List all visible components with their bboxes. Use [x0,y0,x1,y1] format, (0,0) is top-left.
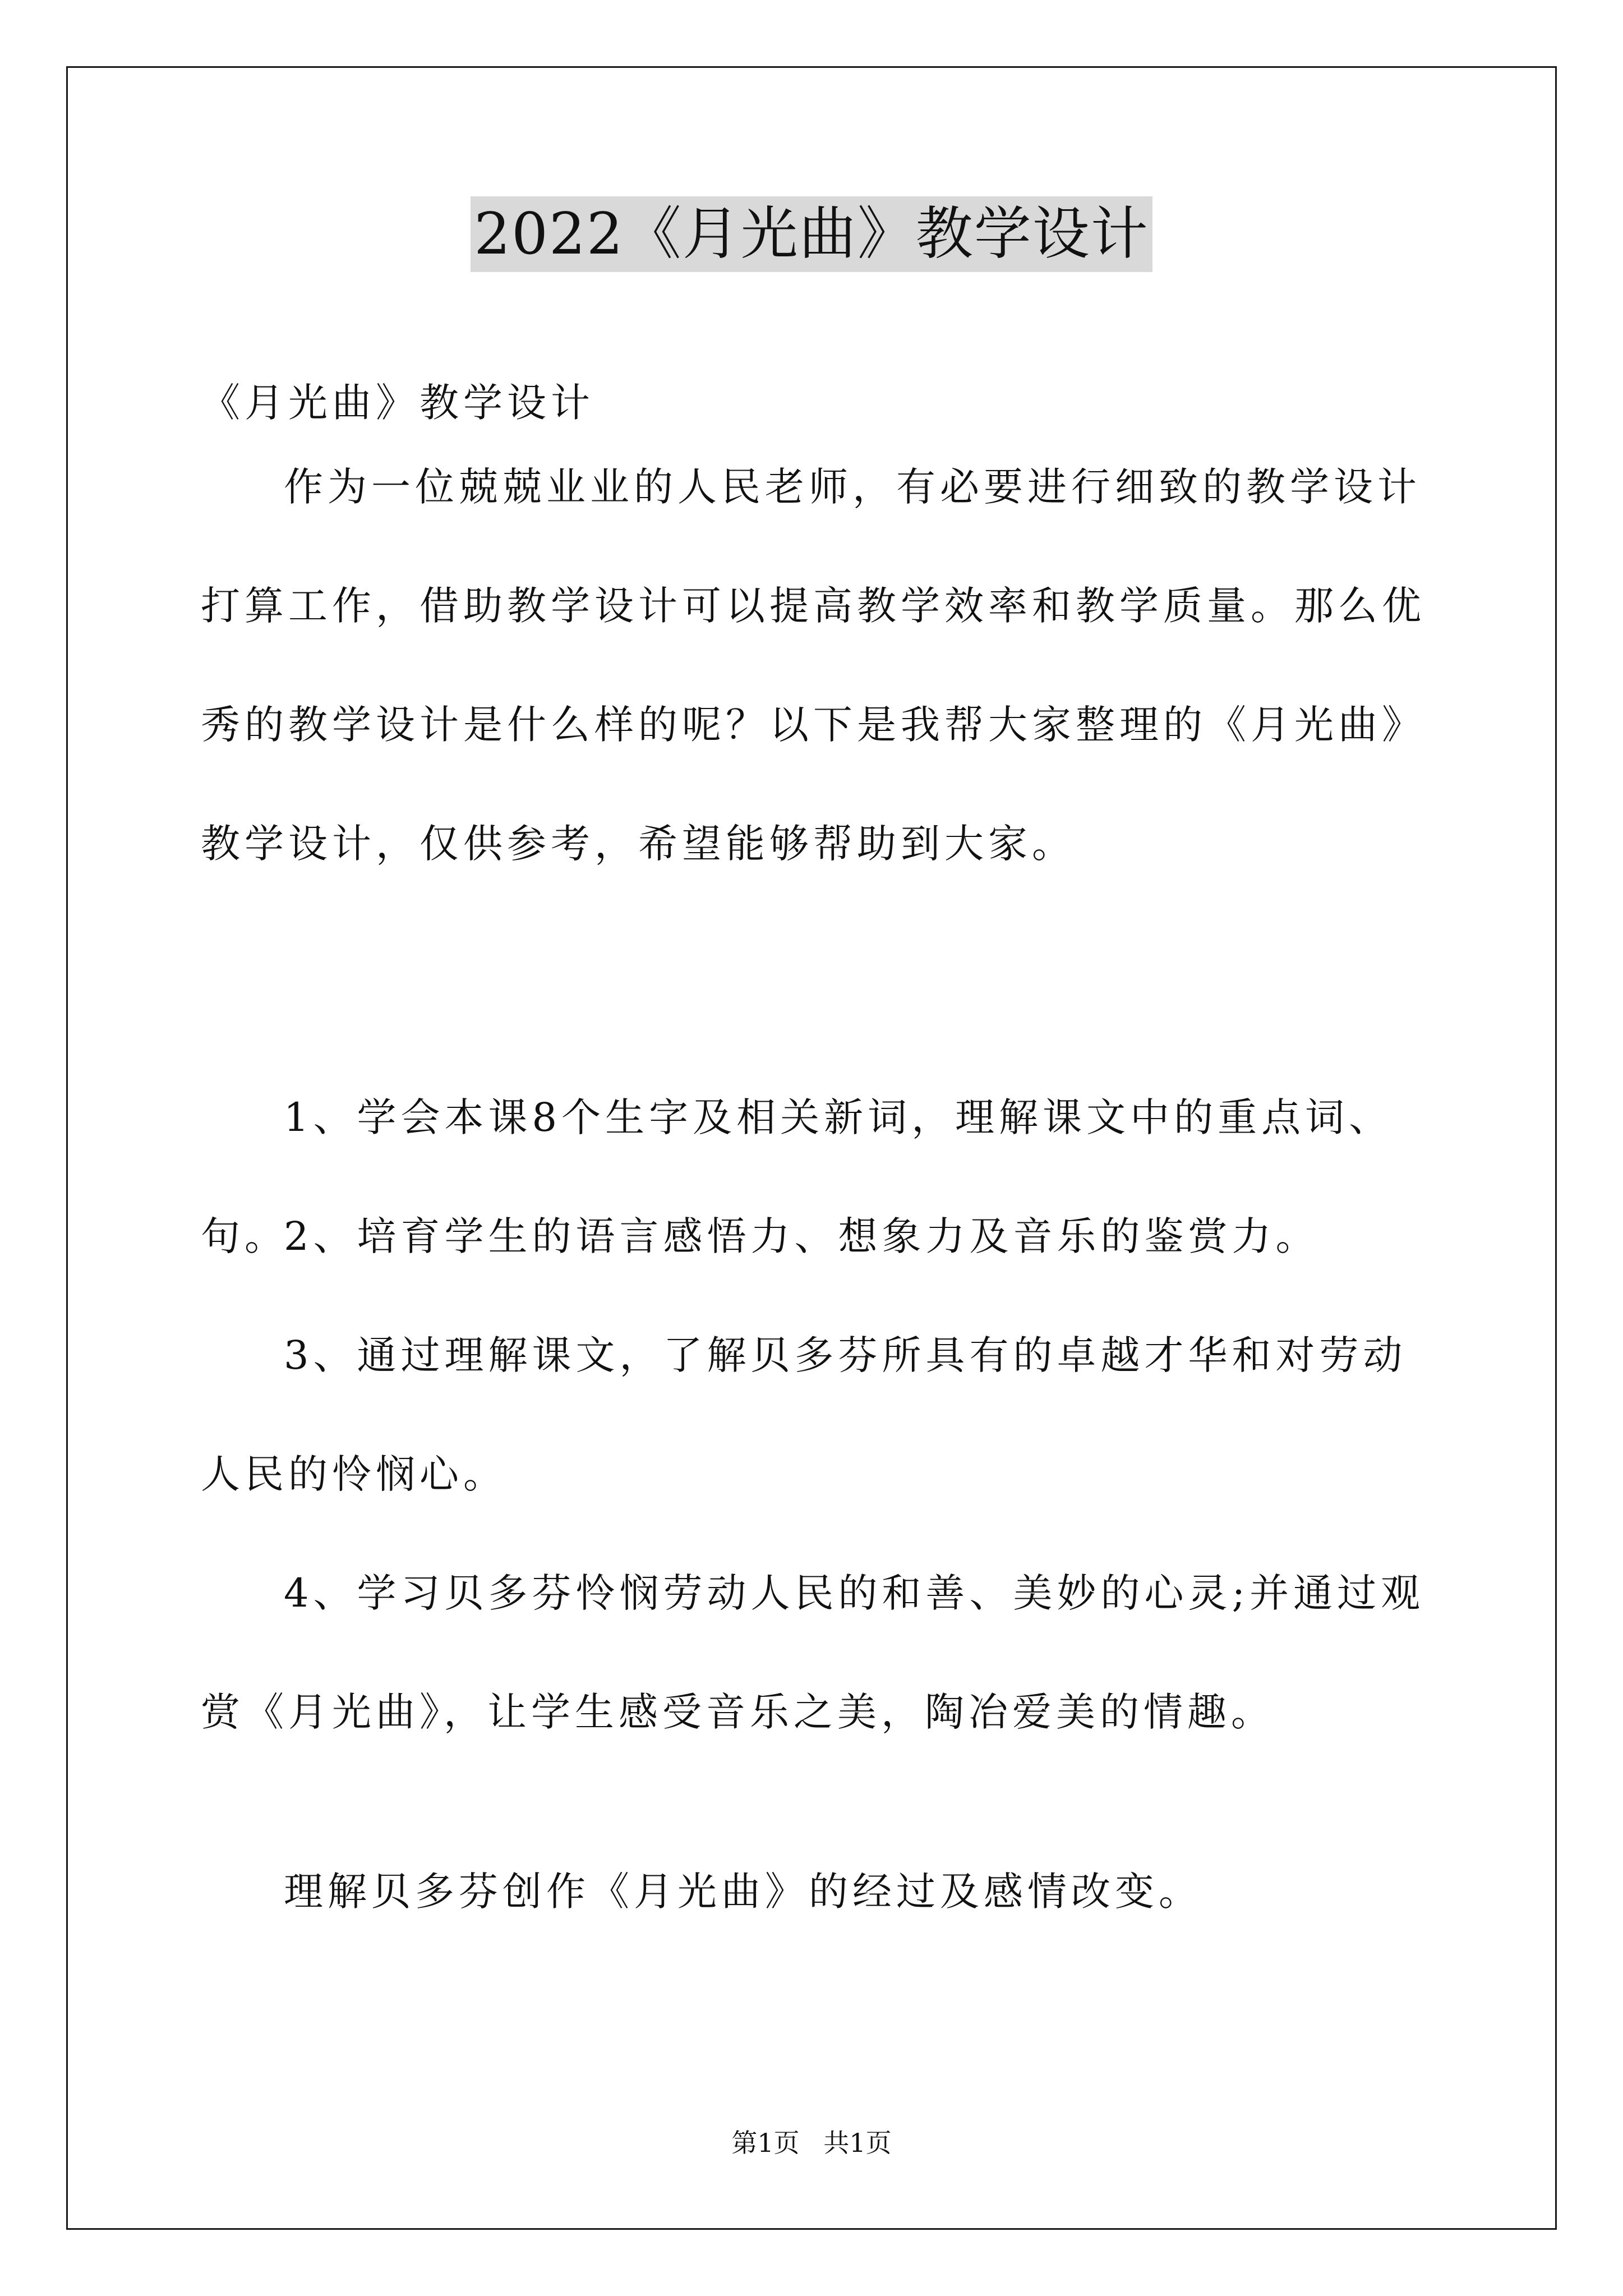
objective-item-1: 1、学会本课8个生字及相关新词，理解课文中的重点词、句。 [201,1094,1393,1259]
intro-paragraph: 作为一位兢兢业业的人民老师，有必要进行细致的教学设计打算工作，借助教学设计可以提高教学效率和教学质量。那么优秀的教学设计是什么样的呢？以下是我帮大家整理的《月光曲》教学设计，仅供参考，希望能够帮助到大家。 [201,464,1426,867]
document-title [0,196,1623,272]
page-number-current: 第1页 [731,2128,800,2158]
objective-item-3: 3、通过理解课文，了解贝多芬所具有的卓越才华和对劳动人民的怜悯心。 [201,1332,1407,1497]
key-point-paragraph: 理解贝多芬创作《月光曲》的经过及感情改变。 [284,1869,1202,1915]
page-number-total: 共1页 [823,2128,892,2158]
objective-item-4: 4、学习贝多芬怜悯劳动人民的和善、美妙的心灵;并通过观赏《月光曲》，让学生感受音乐之美，陶冶爱美的情趣。 [201,1570,1425,1735]
page-footer [0,2126,1623,2160]
document-title-text: 2022《月光曲》教学设计 [471,196,1152,272]
document-subtitle: 《月光曲》教学设计 [201,380,594,426]
objective-item-2: 2、培育学生的语言感悟力、想象力及音乐的鉴赏力。 [284,1213,1320,1259]
